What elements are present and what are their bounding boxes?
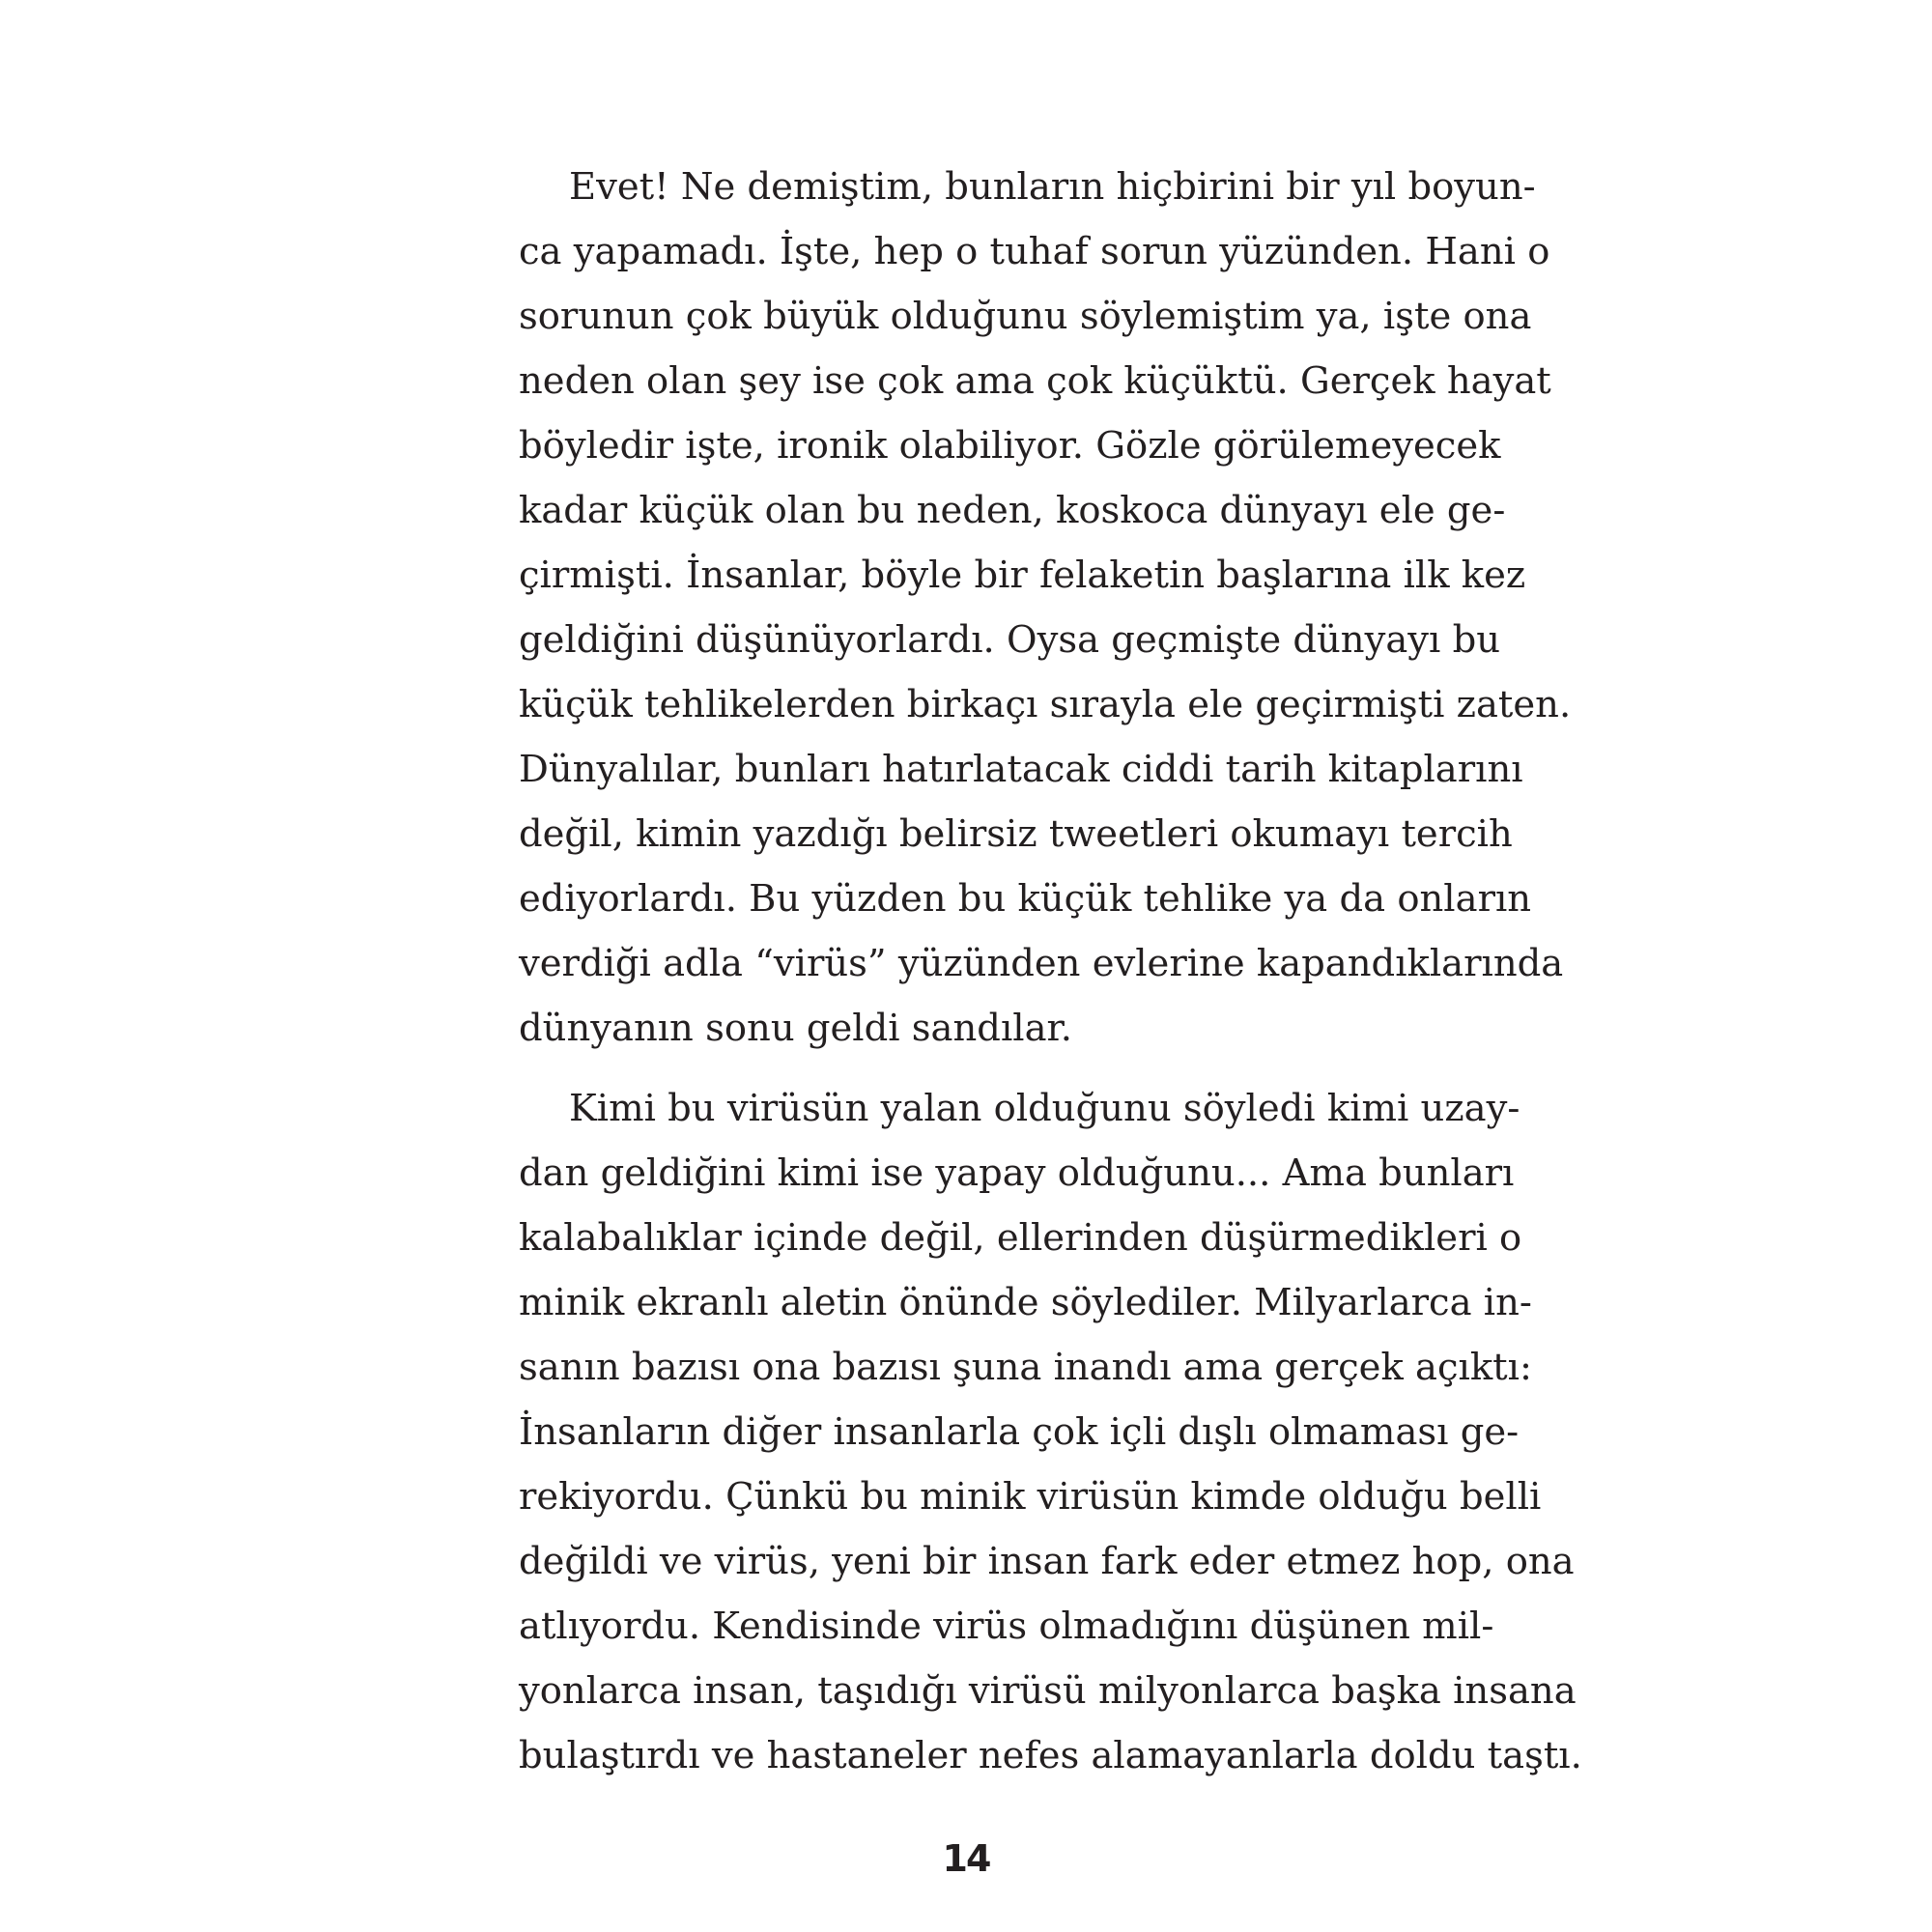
text-line: yonlarca insan, taşıdığı virüsü milyonlarca başka insana xyxy=(519,1669,1577,1713)
text-line: atlıyordu. Kendisinde virüs olmadığını düşünen mil- xyxy=(519,1605,1494,1648)
text-line: böyledir işte, ironik olabiliyor. Gözle görülemeyecek xyxy=(519,424,1501,468)
text-line: sorunun çok büyük olduğunu söylemiştim ya, işte ona xyxy=(519,295,1532,338)
text-line: verdiği adla “virüs” yüzünden evlerine kapandıklarında xyxy=(519,942,1564,985)
text-line: dünyanın sonu geldi sandılar. xyxy=(519,1007,1072,1050)
text-line: rekiyordu. Çünkü bu minik virüsün kimde olduğu belli xyxy=(519,1475,1542,1519)
text-line: dan geldiğini kimi ise yapay olduğunu... Ama bunları xyxy=(519,1151,1515,1195)
paragraph-1 xyxy=(519,155,1572,1061)
page-number: 14 xyxy=(942,1837,990,1880)
text-line: geldiğini düşünüyorlardı. Oysa geçmişte dünyayı bu xyxy=(519,618,1501,662)
text-line: minik ekranlı aletin önünde söylediler. Milyarlarca in- xyxy=(519,1281,1532,1324)
text-line: bulaştırdı ve hastaneler nefes alamayanlarla doldu taştı. xyxy=(519,1734,1582,1777)
text-line: çirmişti. İnsanlar, böyle bir felaketin başlarına ilk kez xyxy=(519,554,1526,597)
text-line: küçük tehlikelerden birkaçı sırayla ele geçirmişti zaten. xyxy=(519,683,1572,726)
body-text xyxy=(519,155,1582,1788)
text-line: kalabalıklar içinde değil, ellerinden düşürmedikleri o xyxy=(519,1216,1522,1260)
text-line: Kimi bu virüsün yalan olduğunu söyledi kimi uzay- xyxy=(569,1087,1520,1130)
text-line: ca yapamadı. İşte, hep o tuhaf sorun yüzünden. Hani o xyxy=(519,230,1550,273)
text-line: neden olan şey ise çok ama çok küçüktü. Gerçek hayat xyxy=(519,359,1551,403)
text-line: kadar küçük olan bu neden, koskoca dünyayı ele ge- xyxy=(519,489,1506,532)
text-line: Evet! Ne demiştim, bunların hiçbirini bir yıl boyun- xyxy=(569,165,1536,209)
text-line: Dünyalılar, bunları hatırlatacak ciddi tarih kitaplarını xyxy=(519,748,1523,791)
text-line: değil, kimin yazdığı belirsiz tweetleri okumayı tercih xyxy=(519,812,1513,856)
text-line: değildi ve virüs, yeni bir insan fark eder etmez hop, ona xyxy=(519,1540,1575,1583)
paragraph-gap xyxy=(519,1061,1427,1076)
text-line: İnsanların diğer insanlarla çok içli dışlı olmaması ge- xyxy=(519,1410,1520,1454)
text-line: ediyorlardı. Bu yüzden bu küçük tehlike ya da onların xyxy=(519,877,1532,921)
paragraph-2 xyxy=(519,1076,1582,1788)
text-line: sanın bazısı ona bazısı şuna inandı ama gerçek açıktı: xyxy=(519,1346,1532,1389)
